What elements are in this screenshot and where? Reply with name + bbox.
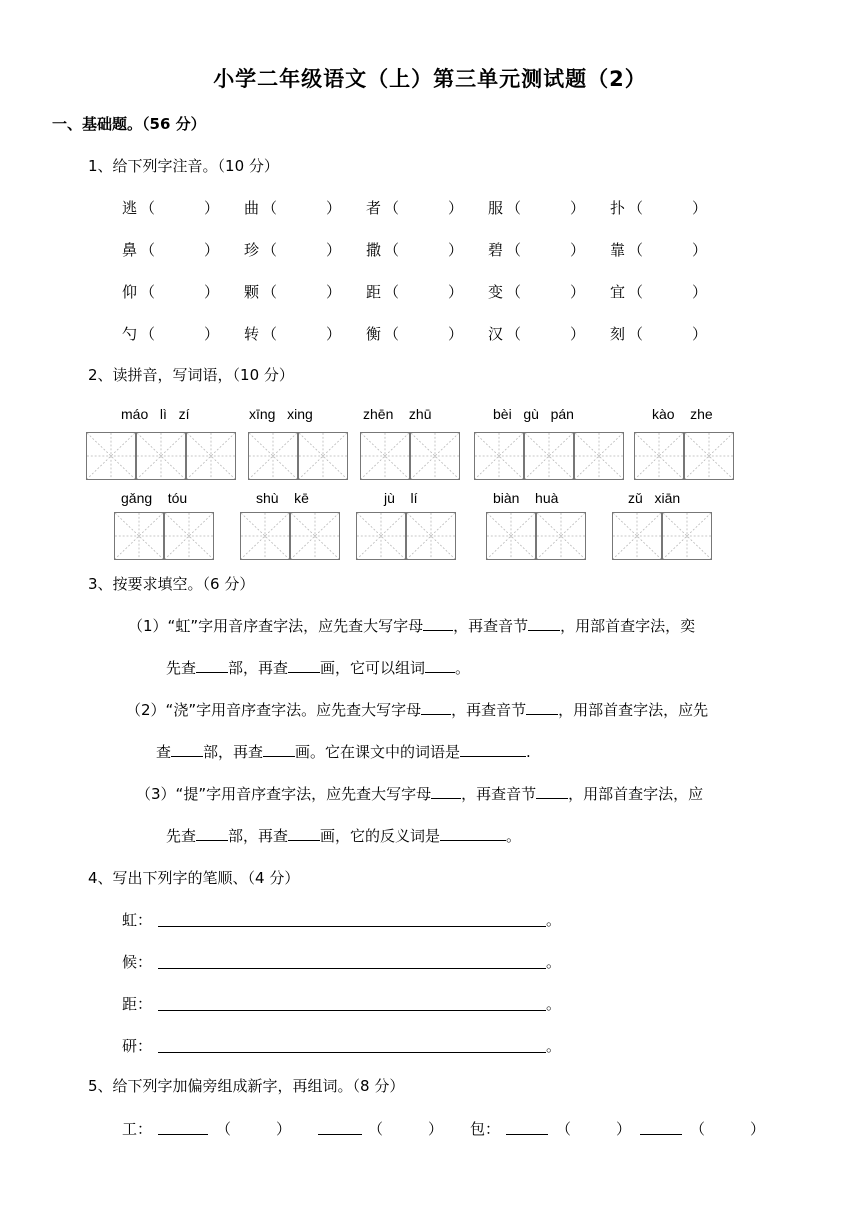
pinyin-answer-slot[interactable] — [646, 197, 690, 217]
open-paren: （ — [140, 199, 156, 217]
close-paren: ） — [204, 325, 220, 343]
writing-grid-box[interactable] — [410, 432, 460, 480]
q1-char: 仰 — [122, 283, 138, 301]
open-paren: （ — [384, 199, 400, 217]
answer-blank[interactable] — [640, 1133, 682, 1135]
writing-grid-box[interactable] — [86, 432, 136, 480]
close-paren: ） — [448, 325, 464, 343]
answer-blank[interactable] — [288, 658, 320, 673]
close-paren: ） — [326, 199, 342, 217]
q3-label: 3、按要求填空。（6 分） — [88, 575, 255, 593]
open-paren: （ — [690, 1120, 706, 1138]
answer-blank[interactable] — [440, 826, 506, 841]
pinyin-answer-slot[interactable] — [646, 281, 690, 301]
q4-char-label: 研： — [122, 1037, 153, 1055]
q1-char: 汉 — [488, 325, 504, 343]
open-paren: （ — [140, 283, 156, 301]
pinyin-answer-slot[interactable] — [158, 239, 202, 259]
pinyin-answer-slot[interactable] — [280, 281, 324, 301]
q3-sub1-line1: （1）“虹”字用音序查字法，应先查大写字母 ，再查音节 ，用部首查字法，奕 — [128, 617, 696, 635]
q1-char: 刻 — [610, 325, 626, 343]
close-paren: ） — [570, 325, 586, 343]
writing-grid-box[interactable] — [114, 512, 164, 560]
q1-char: 碧 — [488, 241, 504, 259]
answer-blank[interactable] — [196, 658, 228, 673]
period: 。 — [546, 953, 562, 971]
pinyin-answer-slot[interactable] — [158, 323, 202, 343]
close-paren: ） — [448, 283, 464, 301]
close-paren: ） — [326, 283, 342, 301]
q3-sub3-line1: （3）“提”字用音序查字法，应先查大写字母 ，再查音节 ，用部首查字法，应 — [136, 785, 704, 803]
open-paren: （ — [384, 283, 400, 301]
open-paren: （ — [384, 325, 400, 343]
q1-char: 服 — [488, 199, 504, 217]
writing-grid-box[interactable] — [240, 512, 290, 560]
writing-grid-box[interactable] — [164, 512, 214, 560]
pinyin-answer-slot[interactable] — [646, 323, 690, 343]
close-paren: ） — [692, 283, 708, 301]
pinyin-answer-slot[interactable] — [402, 281, 446, 301]
q1-char: 靠 — [610, 241, 626, 259]
q1-char: 勺 — [122, 325, 138, 343]
q5-char-bao: 包： — [470, 1120, 501, 1138]
pinyin-answer-slot[interactable] — [280, 197, 324, 217]
open-paren: （ — [506, 241, 522, 259]
answer-blank[interactable] — [158, 1133, 208, 1135]
close-paren: ） — [448, 241, 464, 259]
close-paren: ） — [326, 241, 342, 259]
q1-char: 鼻 — [122, 241, 138, 259]
writing-grid-box[interactable] — [574, 432, 624, 480]
writing-grid-box[interactable] — [186, 432, 236, 480]
close-paren: ） — [570, 241, 586, 259]
open-paren: （ — [506, 199, 522, 217]
writing-grid-box[interactable] — [536, 512, 586, 560]
stroke-order-answer-line[interactable] — [158, 967, 546, 969]
q2-label: 2、读拼音，写词语，（10 分） — [88, 366, 294, 384]
answer-blank[interactable] — [288, 826, 320, 841]
pinyin-answer-slot[interactable] — [402, 239, 446, 259]
open-paren: （ — [506, 325, 522, 343]
q1-char: 变 — [488, 283, 504, 301]
period: 。 — [546, 1037, 562, 1055]
page-title: 小学二年级语文（上）第三单元测试题（2） — [213, 67, 647, 91]
writing-grid-box[interactable] — [486, 512, 536, 560]
open-paren: （ — [262, 199, 278, 217]
writing-grid-box[interactable] — [684, 432, 734, 480]
q1-char: 距 — [366, 283, 382, 301]
close-paren: ） — [692, 325, 708, 343]
close-paren: ） — [616, 1120, 632, 1138]
pinyin-answer-slot[interactable] — [524, 323, 568, 343]
writing-grid-box[interactable] — [406, 512, 456, 560]
q3-sub1-line2: 先查 部，再查 画，它可以组词 。 — [166, 659, 471, 677]
pinyin-answer-slot[interactable] — [402, 323, 446, 343]
open-paren: （ — [628, 241, 644, 259]
pinyin-label: shù kē — [256, 490, 309, 506]
pinyin-label: jù lí — [384, 490, 418, 506]
writing-grid-box[interactable] — [290, 512, 340, 560]
close-paren: ） — [570, 283, 586, 301]
q3-sub2-line1: （2）“浇”字用音序查字法。应先查大写字母 ，再查音节 ，用部首查字法，应先 — [126, 701, 709, 719]
answer-blank[interactable] — [263, 742, 295, 757]
stroke-order-answer-line[interactable] — [158, 925, 546, 927]
writing-grid-box[interactable] — [360, 432, 410, 480]
q4-char-label: 候： — [122, 953, 153, 971]
close-paren: ） — [428, 1120, 444, 1138]
writing-grid-box[interactable] — [356, 512, 406, 560]
close-paren: ） — [448, 199, 464, 217]
q4-char-label: 距： — [122, 995, 153, 1013]
close-paren: ） — [570, 199, 586, 217]
writing-grid-box[interactable] — [474, 432, 524, 480]
answer-blank[interactable] — [431, 784, 461, 799]
pinyin-label: máo lì zí — [121, 406, 190, 422]
writing-grid-box[interactable] — [298, 432, 348, 480]
close-paren: ） — [204, 241, 220, 259]
q1-char: 者 — [366, 199, 382, 217]
q5-char-gong: 工： — [122, 1120, 153, 1138]
pinyin-label: zǔ xiān — [628, 490, 681, 506]
answer-blank[interactable] — [196, 826, 228, 841]
q1-char: 宜 — [610, 283, 626, 301]
open-paren: （ — [140, 241, 156, 259]
q1-char: 扑 — [610, 199, 626, 217]
q1-char: 撒 — [366, 241, 382, 259]
pinyin-answer-slot[interactable] — [280, 323, 324, 343]
answer-blank[interactable] — [423, 616, 453, 631]
q4-label: 4、写出下列字的笔顺、（4 分） — [88, 869, 300, 887]
open-paren: （ — [628, 283, 644, 301]
pinyin-answer-slot[interactable] — [158, 197, 202, 217]
q1-char: 逃 — [122, 199, 138, 217]
q3-sub3-line2: 先查 部，再查 画，它的反义词是 。 — [166, 827, 522, 845]
open-paren: （ — [216, 1120, 232, 1138]
answer-blank[interactable] — [460, 742, 526, 757]
writing-grid-box[interactable] — [662, 512, 712, 560]
q5-label: 5、给下列字加偏旁组成新字，再组词。（8 分） — [88, 1077, 405, 1095]
close-paren: ） — [204, 283, 220, 301]
pinyin-label: biàn huà — [493, 490, 559, 506]
close-paren: ） — [326, 325, 342, 343]
period: 。 — [546, 911, 562, 929]
q1-char: 转 — [244, 325, 260, 343]
pinyin-answer-slot[interactable] — [158, 281, 202, 301]
pinyin-answer-slot[interactable] — [280, 239, 324, 259]
pinyin-label: kào zhe — [652, 406, 713, 422]
pinyin-answer-slot[interactable] — [524, 239, 568, 259]
answer-blank[interactable] — [528, 616, 560, 631]
answer-blank[interactable] — [536, 784, 568, 799]
answer-blank[interactable] — [171, 742, 203, 757]
pinyin-answer-slot[interactable] — [524, 281, 568, 301]
close-paren: ） — [692, 199, 708, 217]
writing-grid-box[interactable] — [136, 432, 186, 480]
open-paren: （ — [262, 325, 278, 343]
open-paren: （ — [556, 1120, 572, 1138]
answer-blank[interactable] — [421, 700, 451, 715]
q1-char: 曲 — [244, 199, 260, 217]
stroke-order-answer-line[interactable] — [158, 1051, 546, 1053]
pinyin-label: gǎng tóu — [121, 490, 188, 506]
close-paren: ） — [692, 241, 708, 259]
answer-blank[interactable] — [425, 658, 455, 673]
writing-grid-box[interactable] — [524, 432, 574, 480]
q4-char-label: 虹： — [122, 911, 153, 929]
stroke-order-answer-line[interactable] — [158, 1009, 546, 1011]
writing-grid-box[interactable] — [248, 432, 298, 480]
pinyin-label: xīng xing — [249, 406, 313, 422]
pinyin-answer-slot[interactable] — [646, 239, 690, 259]
close-paren: ） — [750, 1120, 766, 1138]
open-paren: （ — [628, 325, 644, 343]
writing-grid-box[interactable] — [634, 432, 684, 480]
answer-blank[interactable] — [506, 1133, 548, 1135]
open-paren: （ — [262, 241, 278, 259]
pinyin-answer-slot[interactable] — [402, 197, 446, 217]
open-paren: （ — [384, 241, 400, 259]
writing-grid-box[interactable] — [612, 512, 662, 560]
answer-blank[interactable] — [318, 1133, 362, 1135]
q1-char: 衡 — [366, 325, 382, 343]
answer-blank[interactable] — [526, 700, 558, 715]
open-paren: （ — [140, 325, 156, 343]
section-heading-basics: 一、基础题。（56 分） — [52, 115, 206, 133]
open-paren: （ — [262, 283, 278, 301]
pinyin-label: bèi gù pán — [493, 406, 574, 422]
close-paren: ） — [276, 1120, 292, 1138]
open-paren: （ — [628, 199, 644, 217]
q3-sub2-line2: 查 部，再查 画。它在课文中的词语是 . — [156, 743, 531, 761]
pinyin-answer-slot[interactable] — [524, 197, 568, 217]
q1-label: 1、给下列字注音。（10 分） — [88, 157, 279, 175]
q1-char: 颗 — [244, 283, 260, 301]
close-paren: ） — [204, 199, 220, 217]
open-paren: （ — [368, 1120, 384, 1138]
period: 。 — [546, 995, 562, 1013]
open-paren: （ — [506, 283, 522, 301]
q1-char: 珍 — [244, 241, 260, 259]
pinyin-label: zhēn zhū — [363, 406, 432, 422]
